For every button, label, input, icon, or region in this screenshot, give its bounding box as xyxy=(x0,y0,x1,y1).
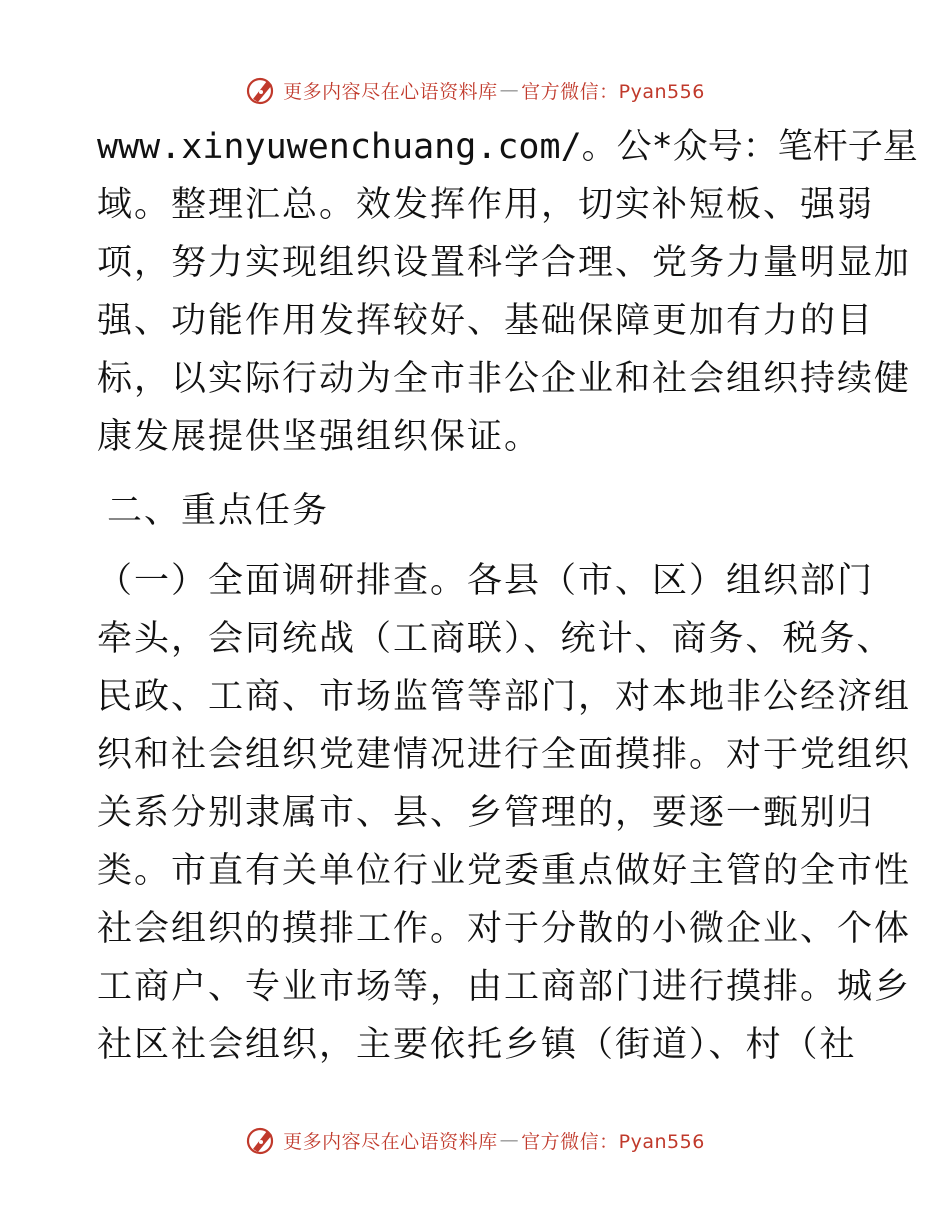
watermark-text: 更多内容尽在心语资料库 xyxy=(283,1130,498,1153)
pen-nib-icon xyxy=(245,1123,279,1157)
text-line: 工商户、专业市场等，由工商部门进行摸排。城乡 xyxy=(97,967,912,1007)
text-line: 标，以实际行动为全市非公企业和社会组织持续健 xyxy=(97,359,912,399)
text-line: 域。整理汇总。效发挥作用，切实补短板、强弱 xyxy=(97,185,875,225)
text-line: （一）全面调研排查。各县（市、区）组织部门 xyxy=(97,561,875,601)
watermark-contact: 官方微信：Pyan556 xyxy=(521,80,705,103)
text-line: www.xinyuwenchuang.com/。公*众号：笔杆子星 xyxy=(97,127,918,167)
pen-nib-icon xyxy=(245,73,279,107)
header-watermark xyxy=(0,70,950,110)
text-line: 康发展提供坚强组织保证。 xyxy=(97,417,542,457)
document-body xyxy=(97,118,918,1074)
text-line: 类。市直有关单位行业党委重点做好主管的全市性 xyxy=(97,851,912,891)
text-line: 关系分别隶属市、县、乡管理的，要逐一甄别归 xyxy=(97,793,875,833)
text-line: 社区社会组织，主要依托乡镇（街道）、村（社 xyxy=(97,1025,857,1065)
watermark-contact: 官方微信：Pyan556 xyxy=(521,1130,705,1153)
watermark-separator: — xyxy=(499,1129,520,1151)
watermark-text: 更多内容尽在心语资料库 xyxy=(283,80,498,103)
text-line: 社会组织的摸排工作。对于分散的小微企业、个体 xyxy=(97,909,912,949)
watermark-separator: — xyxy=(499,79,520,101)
text-line: 民政、工商、市场监管等部门，对本地非公经济组 xyxy=(97,677,912,717)
section-heading: 二、重点任务 xyxy=(107,491,330,531)
text-line: 牵头，会同统战（工商联）、统计、商务、税务、 xyxy=(97,619,894,659)
text-line: 织和社会组织党建情况进行全面摸排。对于党组织 xyxy=(97,735,912,775)
text-line: 强、功能作用发挥较好、基础保障更加有力的目 xyxy=(97,301,875,341)
text-line: 项，努力实现组织设置科学合理、党务力量明显加 xyxy=(97,243,912,283)
footer-watermark xyxy=(0,1120,950,1160)
